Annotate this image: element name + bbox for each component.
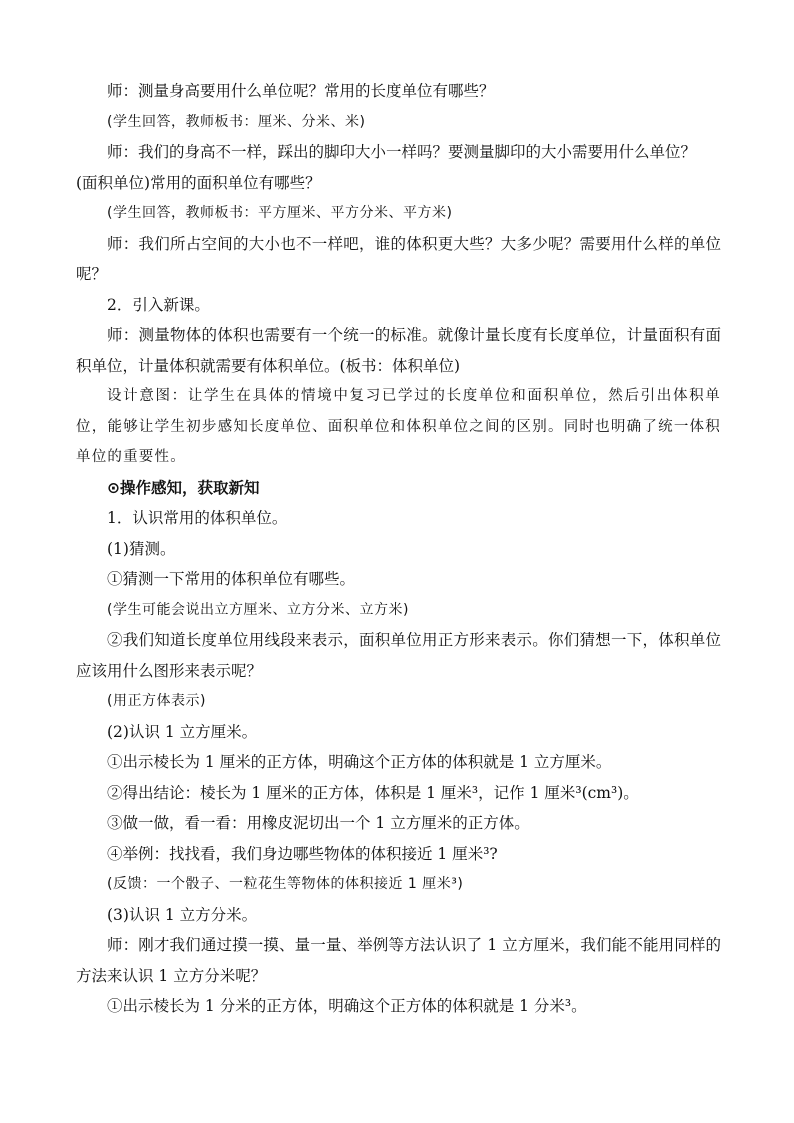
subsection-item: (3)认识 1 立方分米。 <box>107 905 258 924</box>
paragraph: (面积单位)常用的面积单位有哪些？ <box>76 173 321 192</box>
teacher-note: (用正方体表示) <box>107 693 206 709</box>
paragraph: ③做一做，看一看：用橡皮泥切出一个 1 立方厘米的正方体。 <box>107 814 530 832</box>
paragraph: 师：测量身高要用什么单位呢？常用的长度单位有哪些？ <box>107 82 495 100</box>
design-intent: 设计意图：让学生在具体的情境中复习已学过的长度单位和面积单位，然后引出体积单位，能够让学生初步感知长度单位、面积单位和体积单位之间的区别。同时也明确了统一体积单位的重要性。 <box>76 388 721 465</box>
paragraph: ①猜测一下常用的体积单位有哪些。 <box>107 570 356 588</box>
subsection-item: (1)猜测。 <box>107 539 176 558</box>
paragraph: 师：我们的身高不一样，踩出的脚印大小一样吗？要测量脚印的大小需要用什么单位？ <box>107 143 697 161</box>
paragraph: ④举例：找找看，我们身边哪些物体的体积接近 1 厘米³? <box>107 844 498 863</box>
section-item: 1．认识常用的体积单位。 <box>107 509 288 527</box>
teacher-note: (反馈：一个骰子、一粒花生等物体的体积接近 1 厘米³) <box>107 876 464 892</box>
teacher-note: (学生回答，教师板书：平方厘米、平方分米、平方米) <box>107 205 453 221</box>
paragraph: ①出示棱长为 1 分米的正方体，明确这个正方体的体积就是 1 分米³。 <box>107 997 587 1015</box>
paragraph: ②我们知道长度单位用线段来表示，面积单位用正方形来表示。你们猜想一下，体积单位应该用什么图形来表示呢？ <box>76 631 721 680</box>
subsection-item: (2)认识 1 立方厘米。 <box>107 722 258 741</box>
paragraph: 师：刚才我们通过摸一摸、量一量、举例等方法认识了 1 立方厘米，我们能不能用同样的方法来认识 1 立方分米呢？ <box>76 936 721 985</box>
paragraph: 师：测量物体的体积也需要有一个统一的标准。就像计量长度有长度单位，计量面积有面积单位，计量体积就需要有体积单位。(板书：体积单位) <box>76 326 721 375</box>
document-body <box>76 76 721 1022</box>
paragraph: ①出示棱长为 1 厘米的正方体，明确这个正方体的体积就是 1 立方厘米。 <box>107 753 612 771</box>
section-heading: ⊙操作感知，获取新知 <box>107 478 260 497</box>
paragraph: 师：我们所占空间的大小也不一样吧，谁的体积更大些？大多少呢？需要用什么样的单位呢？ <box>76 234 721 283</box>
paragraph: ②得出结论：棱长为 1 厘米的正方体，体积是 1 厘米³，记作 1 厘米³(cm³)。 <box>107 783 639 802</box>
section-item: 2．引入新课。 <box>107 295 210 314</box>
teacher-note: (学生回答，教师板书：厘米、分米、米) <box>107 113 366 130</box>
teacher-note: (学生可能会说出立方厘米、立方分米、立方米) <box>107 601 409 618</box>
